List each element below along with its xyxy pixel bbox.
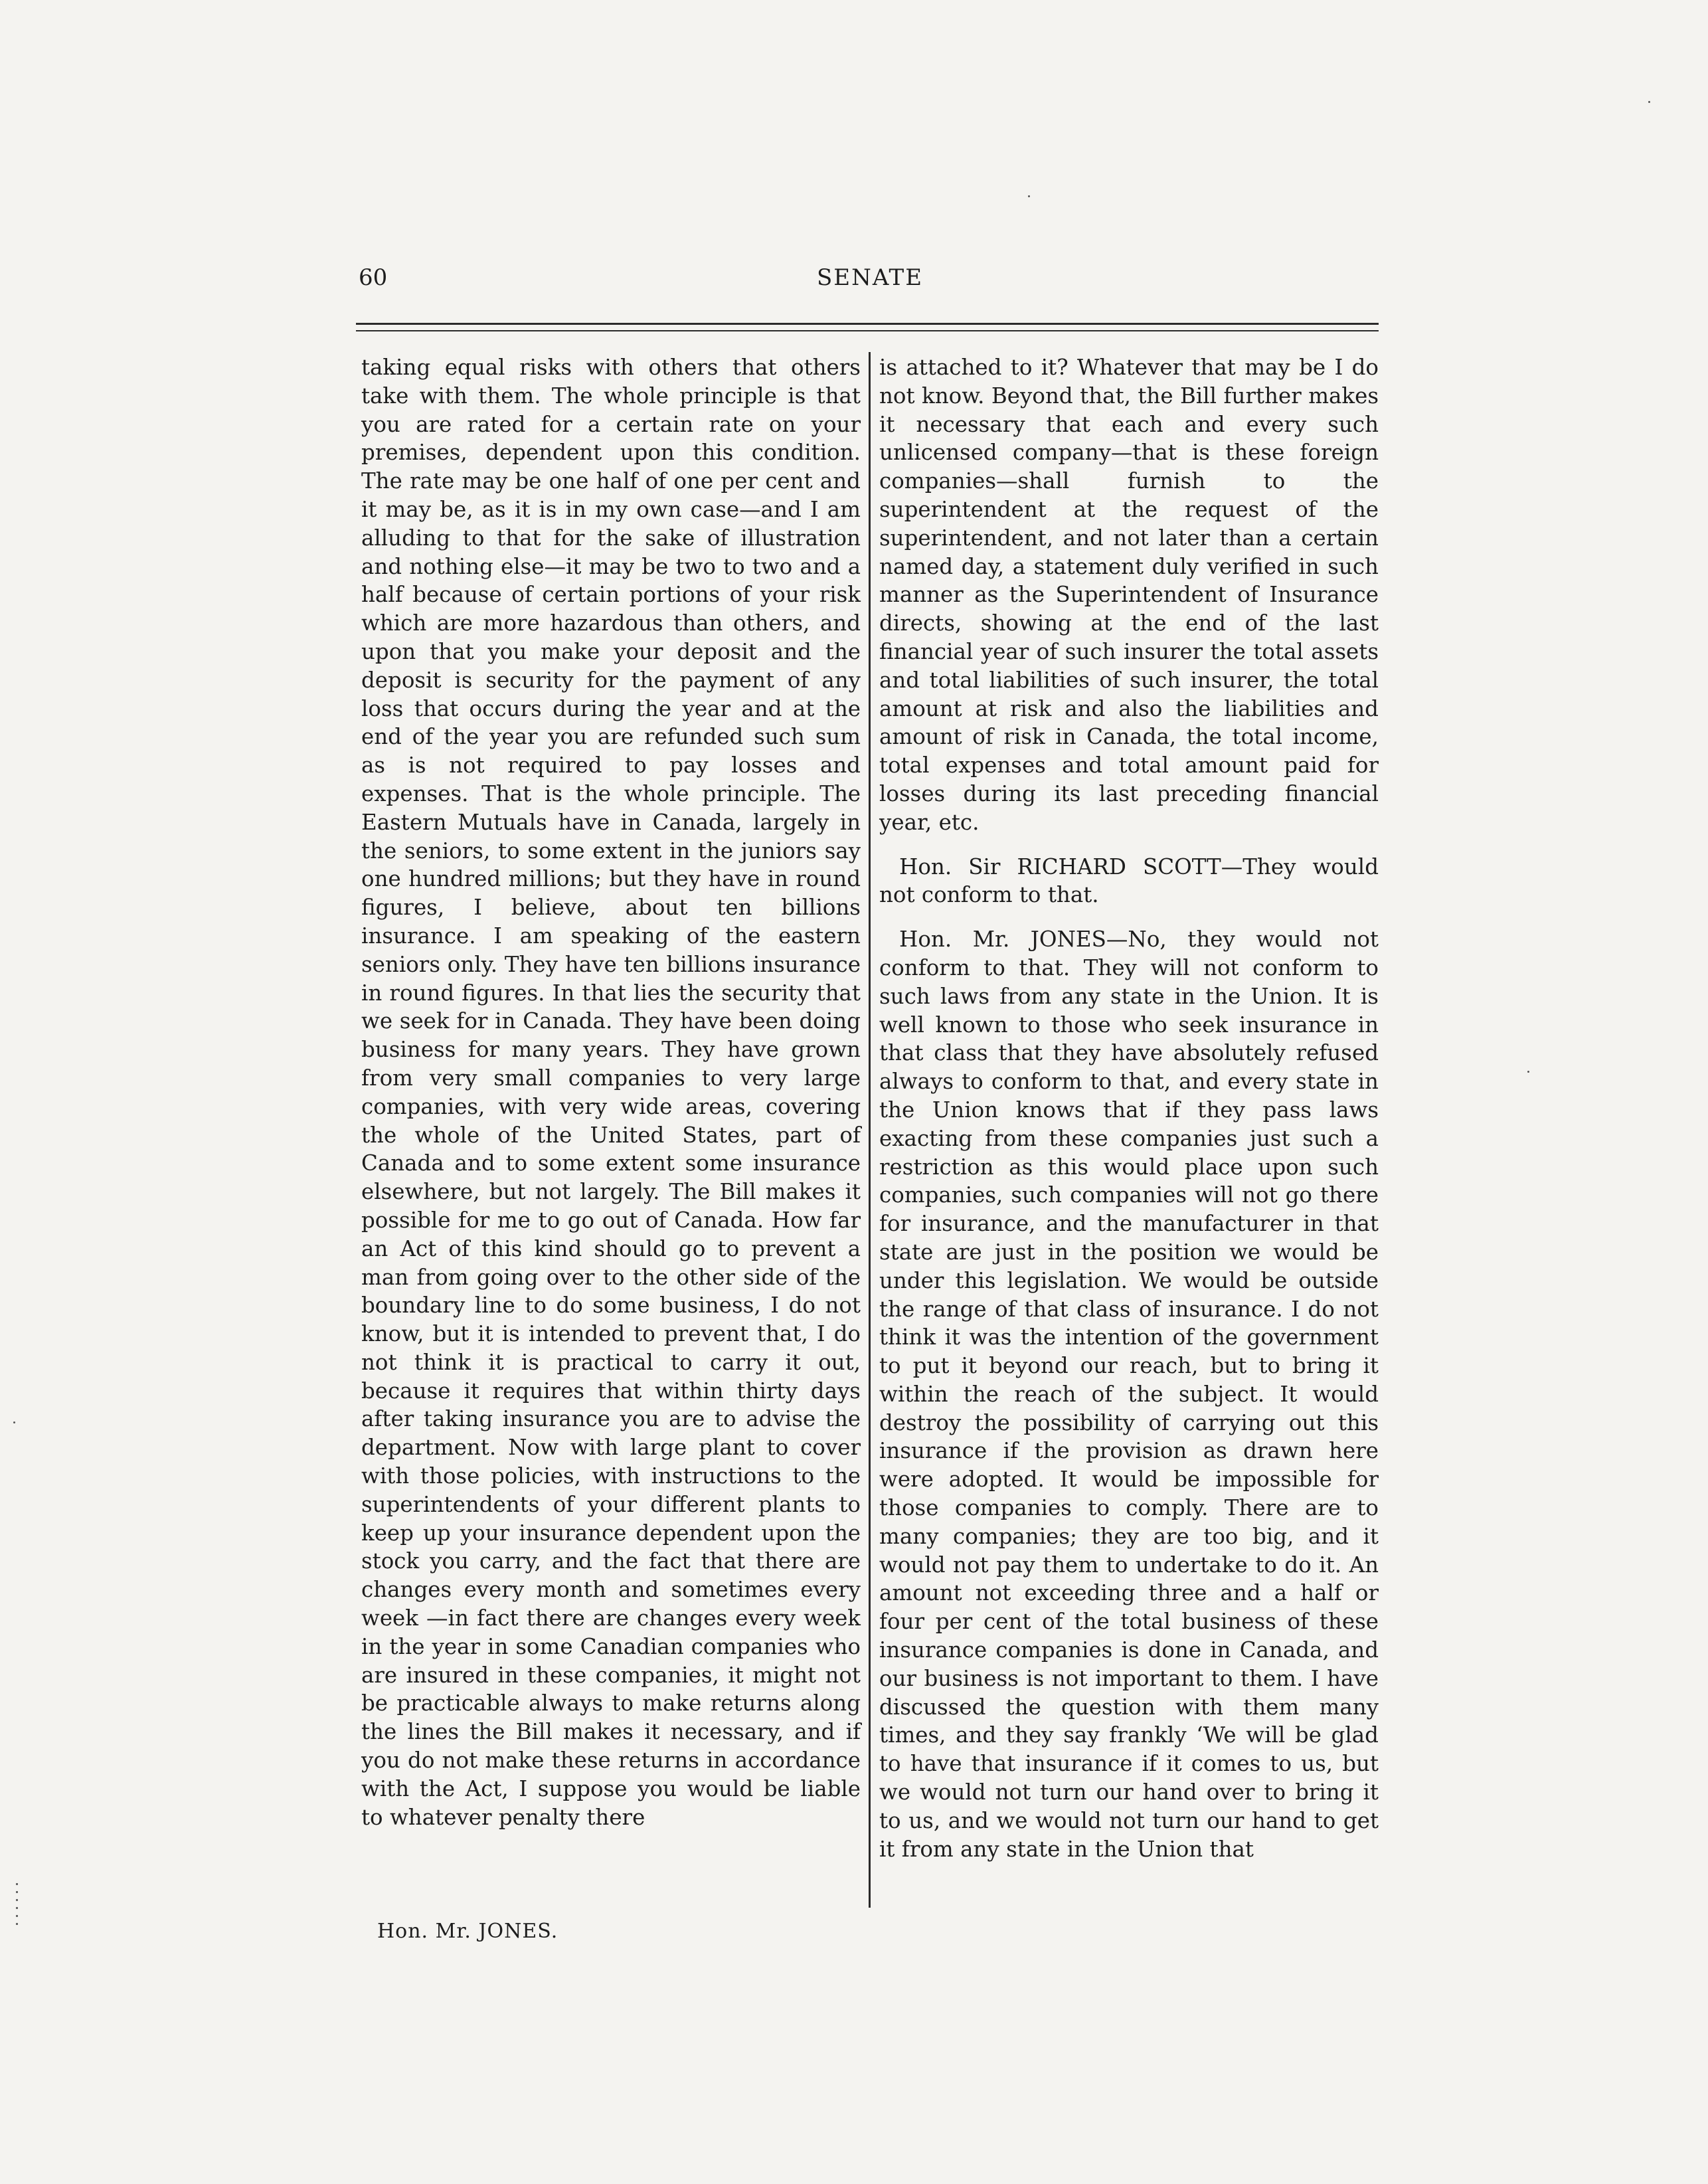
scan-speck bbox=[1648, 101, 1650, 103]
right-paragraph-2: Hon. Sir RICHARD SCOTT—They would not conform to that. bbox=[879, 854, 1379, 908]
header-rule-thin bbox=[356, 330, 1379, 331]
header-rule-thick bbox=[356, 323, 1379, 325]
page-number: 60 bbox=[359, 264, 388, 291]
right-paragraph-1: is attached to it? Whatever that may be I do not know. Beyond that, the Bill further makes it necessary that each and every such unlicensed company—that is these foreign companies—shall furnish to the superintendent at the request of the superintendent, and not later than a certain named day, a statement duly verified in such manner as the Superintendent of Insurance directs, showing at the end of the last financial year of such insurer the total assets and total liabilities of such insurer, the total amount at risk and also the liabilities and amount of risk in Canada, the total income, total expenses and total amount paid for losses during its last preceding financial year, etc. bbox=[879, 355, 1379, 835]
scan-speck bbox=[13, 1421, 15, 1423]
scan-speck bbox=[1527, 1071, 1529, 1073]
right-paragraph-3: Hon. Mr. JONES—No, they would not conform to that. They will not conform to such laws from any state in the Union. It is well known to those who seek insurance in that class that they have absolutely refused always to conform to that, and every state in the Union knows that if they pass laws exacting from these companies just such a restriction as this would place upon such companies, such companies will not go there for insurance, and the manufacturer in that state are just in the position we would be under this legislation. We would be outside the range of that class of insurance. I do not think it was the intention of the government to put it beyond our reach, but to bring it within the reach of the subject. It would destroy the possibility of carrying out this insurance if the provision as drawn here were adopted. It would be impossible for those companies to comply. There are to many companies; they are too big, and it would not pay them to undertake to do it. An amount not exceeding three and a half or four per cent of the total business of these insurance companies is done in Canada, and our business is not important to them. I have discussed the question with them many times, and they say frankly ‘We will be glad to have that insurance if it comes to us, but we would not turn our hand over to bring it to us, and we would not turn our hand to get it from any state in the Union that bbox=[879, 927, 1379, 1862]
scan-speck bbox=[1028, 195, 1030, 197]
left-column bbox=[361, 353, 861, 1831]
right-column bbox=[879, 353, 1379, 1863]
page-header bbox=[359, 264, 1381, 304]
footer-speaker-line: Hon. Mr. JONES. bbox=[377, 1920, 558, 1943]
left-paragraph-1: taking equal risks with others that others take with them. The whole principle is that you are rated for a certain rate on your premises, dependent upon this condition. The rate may be one half of one per cent and it may be, as it is in my own case—and I am alluding to that for the sake of illustration and nothing else—it may be two to two and a half because of certain portions of your risk which are more hazardous than others, and upon that you make your deposit and the deposit is security for the payment of any loss that occurs during the year and at the end of the year you are refunded such sum as is not required to pay losses and expenses. That is the whole principle. The Eastern Mutuals have in Canada, largely in the seniors, to some extent in the juniors say one hundred millions; but they have in round figures, I believe, about ten billions insurance. I am speaking of the eastern seniors only. They have ten billions insurance in round figures. In that lies the security that we seek for in Canada. They have been doing business for many years. They have grown from very small companies to very large companies, with very wide areas, covering the whole of the United States, part of Canada and to some extent some insurance elsewhere, but not largely. The Bill makes it possible for me to go out of Canada. How far an Act of this kind should go to prevent a man from going over to the other side of the boundary line to do some business, I do not know, but it is intended to prevent that, I do not think it is practical to carry it out, because it requires that within thirty days after taking insurance you are to advise the department. Now with large plant to cover with those policies, with instructions to the superintendents of your different plants to keep up your insurance dependent upon the stock you carry, and the fact that there are changes every month and sometimes every week —in fact there are changes every week in the year in some Canadian companies who are insured in these companies, it might not be practicable always to make returns along the lines the Bill makes it necessary, and if you do not make these returns in accordance with the Act, I suppose you would be liable to whatever penalty there bbox=[361, 355, 861, 1830]
column-divider bbox=[869, 352, 871, 1908]
running-head: SENATE bbox=[816, 264, 924, 291]
scan-margin-dots bbox=[16, 1883, 18, 1930]
